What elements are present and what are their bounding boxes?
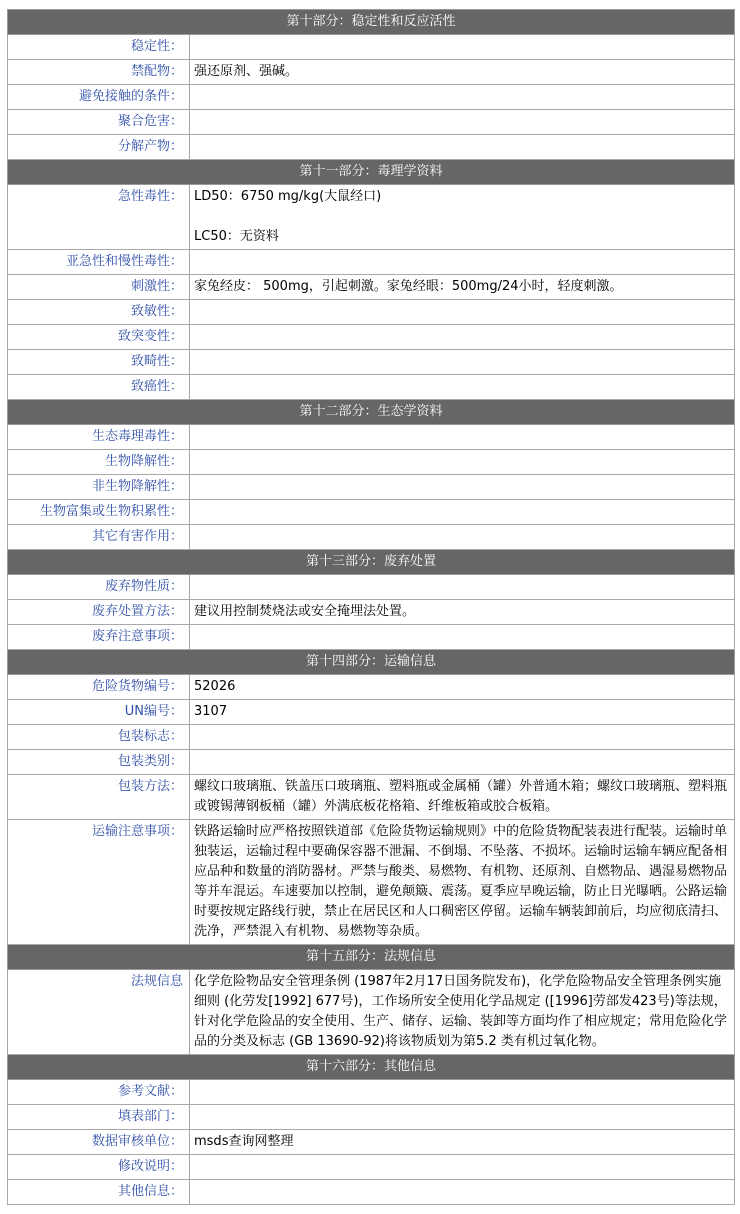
table-row [8, 1130, 735, 1155]
table-row [8, 250, 735, 275]
field-value [190, 1155, 735, 1180]
field-label: 数据审核单位： [8, 1130, 190, 1155]
field-value [190, 1105, 735, 1130]
field-value [190, 85, 735, 110]
section-header-row [8, 400, 735, 425]
field-value [190, 350, 735, 375]
table-row [8, 525, 735, 550]
section-title: 第十二部分：生态学资料 [8, 400, 735, 425]
field-value [190, 475, 735, 500]
field-label: 危险货物编号： [8, 675, 190, 700]
table-row [8, 725, 735, 750]
field-value [190, 110, 735, 135]
field-label: 急性毒性： [8, 185, 190, 250]
table-row [8, 750, 735, 775]
field-value [190, 575, 735, 600]
table-row [8, 500, 735, 525]
field-value: msds查询网整理 [190, 1130, 735, 1155]
field-value [190, 250, 735, 275]
field-value [190, 1080, 735, 1105]
field-value [190, 375, 735, 400]
section-title: 第十三部分：废弃处置 [8, 550, 735, 575]
field-value: 52026 [190, 675, 735, 700]
msds-table-body [8, 10, 735, 1205]
field-label: 废弃处置方法： [8, 600, 190, 625]
field-label: 运输注意事项： [8, 820, 190, 945]
field-label: 刺激性： [8, 275, 190, 300]
table-row [8, 475, 735, 500]
table-row [8, 375, 735, 400]
field-value [190, 300, 735, 325]
table-row [8, 1080, 735, 1105]
table-row [8, 1105, 735, 1130]
table-row [8, 820, 735, 945]
section-title: 第十一部分：毒理学资料 [8, 160, 735, 185]
field-label: 修改说明： [8, 1155, 190, 1180]
field-label: 聚合危害： [8, 110, 190, 135]
table-row [8, 35, 735, 60]
table-row [8, 325, 735, 350]
section-title: 第十五部分：法规信息 [8, 945, 735, 970]
field-value [190, 1180, 735, 1205]
table-row [8, 425, 735, 450]
table-row [8, 60, 735, 85]
table-row [8, 575, 735, 600]
field-label: 填表部门： [8, 1105, 190, 1130]
field-value: 铁路运输时应严格按照铁道部《危险货物运输规则》中的危险货物配装表进行配装。运输时单独装运，运输过程中要确保容器不泄漏、不倒塌、不坠落、不损坏。运输时运输车辆应配备相应品种和数量的消防器材。严禁与酸类、易燃物、有机物、还原剂、自燃物品、遇湿易燃物品等并车混运。车速要加以控制，避免颠簸、震荡。夏季应早晚运输，防止日光曝晒。公路运输时要按规定路线行驶，禁止在居民区和人口稠密区停留。运输车辆装卸前后，均应彻底清扫、洗净，严禁混入有机物、易燃物等杂质。 [190, 820, 735, 945]
table-row [8, 600, 735, 625]
table-row [8, 450, 735, 475]
table-row [8, 1155, 735, 1180]
field-value: 螺纹口玻璃瓶、铁盖压口玻璃瓶、塑料瓶或金属桶（罐）外普通木箱；螺纹口玻璃瓶、塑料瓶或镀锡薄钢板桶（罐）外满底板花格箱、纤维板箱或胶合板箱。 [190, 775, 735, 820]
section-header-row [8, 160, 735, 185]
field-label: 生物降解性： [8, 450, 190, 475]
section-title: 第十四部分：运输信息 [8, 650, 735, 675]
field-label: 包装方法： [8, 775, 190, 820]
field-value: 化学危险物品安全管理条例 (1987年2月17日国务院发布)，化学危险物品安全管理条例实施细则 (化劳发[1992] 677号)，工作场所安全使用化学品规定 ([1996]劳部发423号)等法规，针对化学危险品的安全使用、生产、储存、运输、装卸等方面均作了相应规定；常用危险化学品的分类及标志 (GB 13690-92)将该物质划为第5.2 类有机过氧化物。 [190, 970, 735, 1055]
table-row [8, 85, 735, 110]
field-label: 致癌性： [8, 375, 190, 400]
field-label: 生态毒理毒性： [8, 425, 190, 450]
field-label: 废弃物性质： [8, 575, 190, 600]
field-label: 其它有害作用： [8, 525, 190, 550]
table-row [8, 970, 735, 1055]
field-label: 亚急性和慢性毒性： [8, 250, 190, 275]
field-label: 包装类别： [8, 750, 190, 775]
field-value [190, 500, 735, 525]
field-value: 强还原剂、强碱。 [190, 60, 735, 85]
field-label: 稳定性： [8, 35, 190, 60]
field-value: 建议用控制焚烧法或安全掩埋法处置。 [190, 600, 735, 625]
field-label: 分解产物： [8, 135, 190, 160]
section-header-row [8, 945, 735, 970]
field-value [190, 450, 735, 475]
table-row [8, 775, 735, 820]
field-label: 非生物降解性： [8, 475, 190, 500]
field-label: 生物富集或生物积累性： [8, 500, 190, 525]
field-value: 家兔经皮： 500mg，引起刺激。家兔经眼：500mg/24小时，轻度刺激。 [190, 275, 735, 300]
table-row [8, 300, 735, 325]
field-value: LD50：6750 mg/kg(大鼠经口) LC50：无资料 [190, 185, 735, 250]
section-header-row [8, 1055, 735, 1080]
table-row [8, 700, 735, 725]
field-value [190, 425, 735, 450]
field-value [190, 750, 735, 775]
field-label: 禁配物： [8, 60, 190, 85]
field-value: 3107 [190, 700, 735, 725]
field-label: 包装标志： [8, 725, 190, 750]
field-value [190, 525, 735, 550]
section-header-row [8, 10, 735, 35]
field-value [190, 725, 735, 750]
field-label: 参考文献： [8, 1080, 190, 1105]
field-value [190, 325, 735, 350]
section-title: 第十六部分：其他信息 [8, 1055, 735, 1080]
table-row [8, 1180, 735, 1205]
table-row [8, 110, 735, 135]
section-header-row [8, 550, 735, 575]
field-label: 废弃注意事项： [8, 625, 190, 650]
field-label: 致畸性： [8, 350, 190, 375]
table-row [8, 350, 735, 375]
table-row [8, 625, 735, 650]
field-label: 避免接触的条件： [8, 85, 190, 110]
table-row [8, 135, 735, 160]
field-label: 致突变性： [8, 325, 190, 350]
field-value [190, 35, 735, 60]
section-header-row [8, 650, 735, 675]
table-row [8, 275, 735, 300]
table-row [8, 185, 735, 250]
msds-table [7, 9, 735, 1205]
field-value [190, 625, 735, 650]
field-label: 致敏性： [8, 300, 190, 325]
field-label: 其他信息： [8, 1180, 190, 1205]
field-value [190, 135, 735, 160]
table-row [8, 675, 735, 700]
field-label: 法规信息 [8, 970, 190, 1055]
section-title: 第十部分：稳定性和反应活性 [8, 10, 735, 35]
field-label: UN编号： [8, 700, 190, 725]
